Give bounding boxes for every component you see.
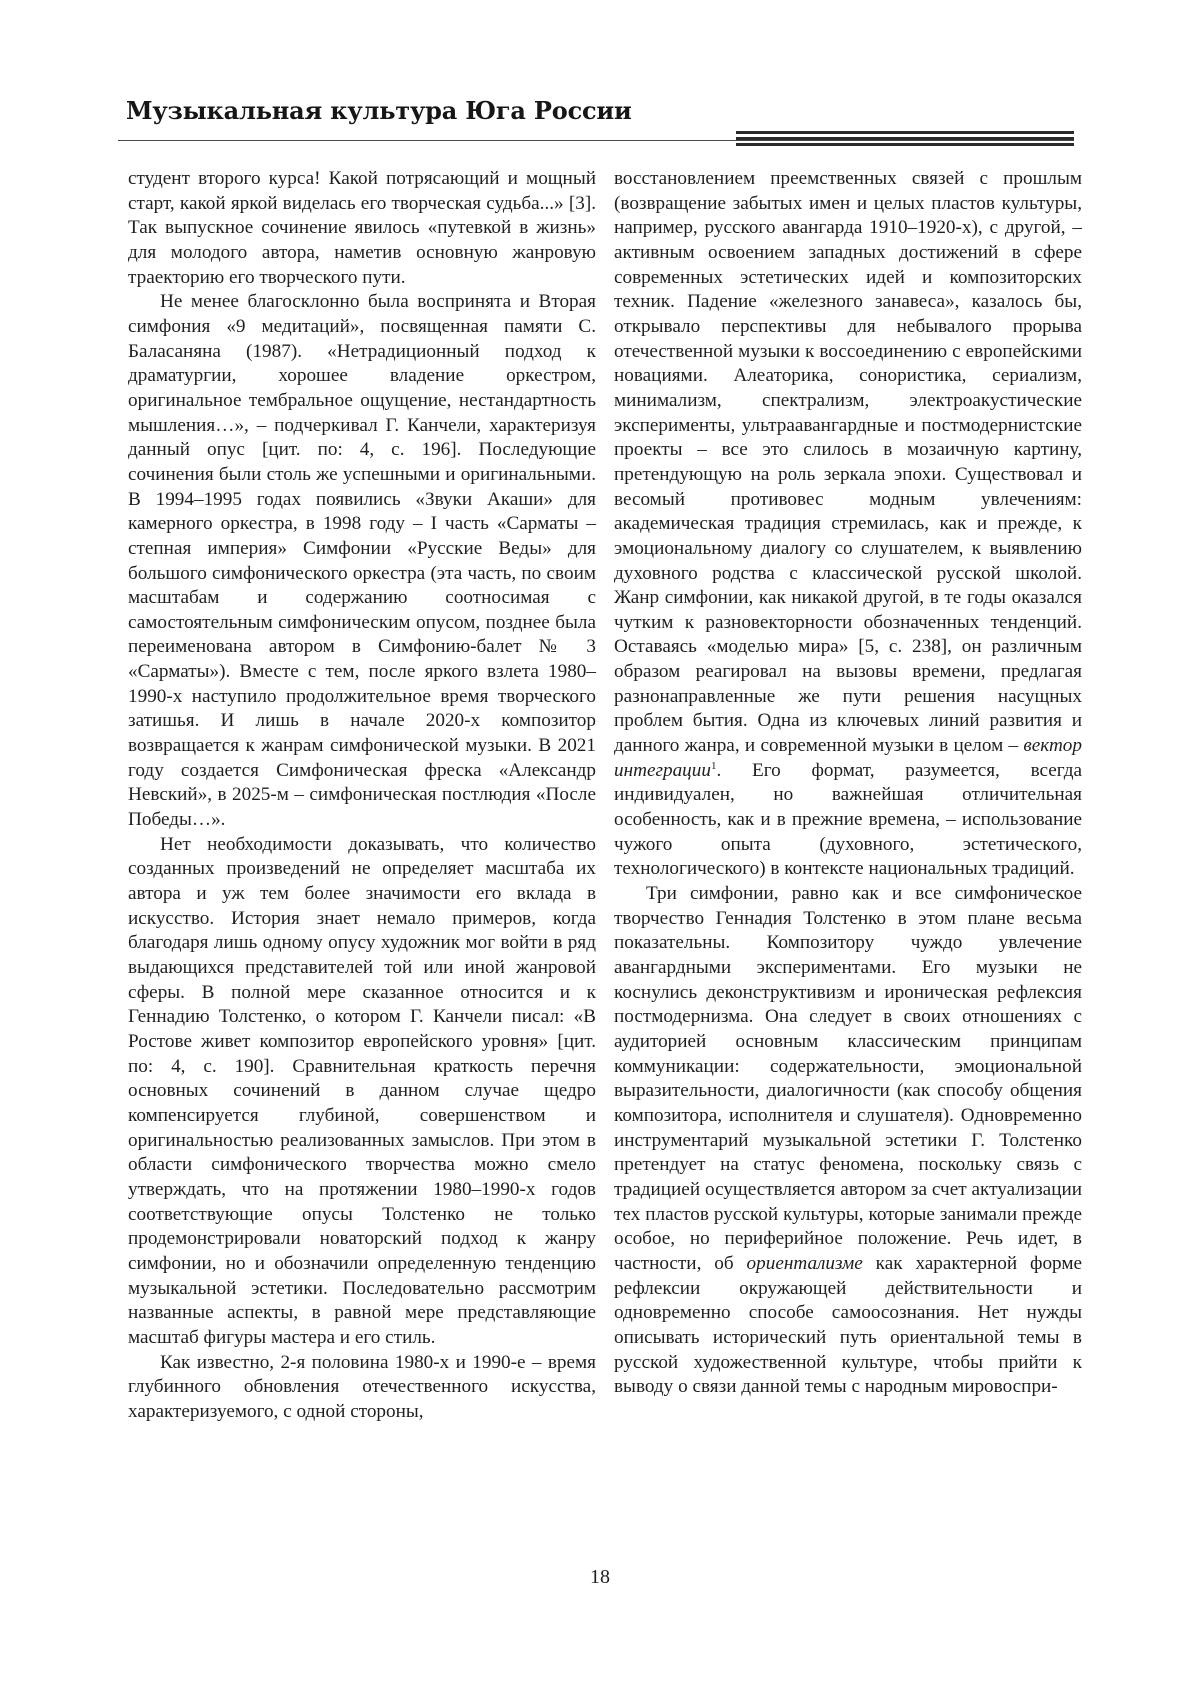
paragraph xyxy=(614,882,1082,1400)
left-column xyxy=(128,167,596,1424)
text-run: восстановлением преемственных связей с прошлым (возвращение забытых имен и целых пластов культуры, например, русского авангарда 1910–1920-х), с другой, – активным освоением западных достижений в сфере современных эстетических идей и композиторских техник. Падение «железного занавеса», казалось бы, открывало перспективы для небывалого прорыва отечественной музыки к воссоединению с европейскими новациями. Алеаторика, сонористика, сериализм, минимализм, спектрализм, электроакустические эксперименты, ультраавангардные и постмодернистские проекты – все это слилось в мозаичную картину, претендующую на роль зеркала эпохи. Существовал и весомый противовес модным увлечениям: академическая традиция стремилась, как и прежде, к эмоциональному диалогу со слушателем, к выявлению духовного родства с классической русской школой. Жанр симфонии, как никакой другой, в те годы оказался чутким к разновекторности обозначенных тенденций. Оставаясь «моделью мира» [5, с. 238], он различным образом реагировал на вызовы времени, предлагая разнонаправленные же пути решения насущных проблем бытия. Одна из ключевых линий развития и данного жанра, и современной музыки в целом – xyxy=(614,168,1082,757)
right-column xyxy=(614,167,1082,1400)
text-run: Три симфонии, равно как и все симфоническое творчество Геннадия Толстенко в этом плане весьма показательны. Композитору чуждо увлечение авангардными экспериментами. Его музыки не коснулись деконструктивизм и ироническая рефлексия постмодернизма. Она следует в своих отношениях с аудиторией основным классическим принципам коммуникации: содержательности, эмоциональной выразительности, диалогичности (как способу общения композитора, исполнителя и слушателя). Одновременно инструментарий музыкальной эстетики Г. Толстенко претендует на статус феномена, поскольку связь с традицией осуществляется автором за счет актуализации тех пластов русской культуры, которые занимали прежде особое, но периферийное положение. Речь идет, в частности, об xyxy=(614,883,1082,1274)
footnote-marker: 1 xyxy=(710,759,717,772)
header-rule-thick xyxy=(736,143,1074,146)
paragraph: Как известно, 2-я половина 1980-х и 1990-е – время глубинного обновления отечественного искусства, характеризуемого, с одной стороны, xyxy=(128,1351,596,1422)
text-run: как характерной форме рефлексии окружающей действительности и одновременно способе самоосознания. Нет нужды описывать исторический путь ориентальной темы в русской художественной культуре, чтобы прийти к выводу о связи данной темы с народным мировоспри- xyxy=(614,1252,1083,1398)
page-number: 18 xyxy=(590,1566,610,1588)
text-run: . Его формат, разумеется, всегда индивидуален, но важнейшая отличительная особенность, как и в прежние времена, – использование чужого опыта (духовного, эстетического, технологического) в контексте национальных традиций. xyxy=(614,759,1082,880)
paragraph: Нет необходимости доказывать, что количество созданных произведений не определяет масштаба их автора и уж тем более значимости его вклада в искусство. История знает немало примеров, когда благодаря лишь одному опусу художник мог войти в ряд выдающихся представителей той или иной жанровой сферы. В полной мере сказанное относится и к Геннадию Толстенко, о котором Г. Канчели писал: «В Ростове живет композитор европейского уровня» [цит. по: 4, с. 190]. Сравнительная краткость перечня основных сочинений в данном случае щедро компенсируется глубиной, совершенством и оригинальностью реализованных замыслов. При этом в области симфонического творчества можно смело утверждать, что на протяжении 1980–1990-х годов соответствующие опусы Толстенко не только продемонстрировали новаторский подход к жанру симфонии, но и обозначили определенную тенденцию музыкальной эстетики. Последовательно рассмотрим названные аспекты, в равной мере представляющие масштаб фигуры мастера и его стиль. xyxy=(128,833,596,1348)
header-rule-thin xyxy=(118,140,1074,141)
paragraph: студент второго курса! Какой потрясающий и мощный старт, какой яркой виделась его творческая судьба...» [3]. Так выпускное сочинение явилось «путевкой в жизнь» для молодого автора, наметив основную жанровую траекторию его творческого пути. xyxy=(128,168,596,288)
italic-term: вектор интеграции xyxy=(614,735,1082,781)
header-rule-thick xyxy=(736,137,1074,140)
paragraph: Не менее благосклонно была воспринята и Вторая симфония «9 медитаций», посвященная памяти С. Баласаняна (1987). «Нетрадиционный подход к драматургии, хорошее владение оркестром, оригинальное тембральное ощущение, нестандартность мышления…», – подчеркивал Г. Канчели, характеризуя данный опус [цит. по: 4, с. 196]. Последующие сочинения были столь же успешными и оригинальными. В 1994–1995 годах появились «Звуки Акаши» для камерного оркестра, в 1998 году – I часть «Сарматы – степная империя» Симфонии «Русские Веды» для большого симфонического оркестра (эта часть, по своим масштабам и содержанию соотносимая с самостоятельным симфоническим опусом, позднее была переименована автором в Симфонию-балет № 3 «Сарматы»). Вместе с тем, после яркого взлета 1980–1990-х наступило продолжительное время творческого затишья. И лишь в начале 2020-х композитор возвращается к жанрам симфонической музыки. В 2021 году создается Симфоническая фреска «Александр Невский», в 2025-м – симфоническая постлюдия «После Победы…». xyxy=(128,291,596,831)
paragraph xyxy=(614,167,1082,882)
italic-term: ориентализме xyxy=(746,1252,863,1274)
header-rule-thick xyxy=(736,131,1074,134)
journal-title: Музыкальная культура Юга России xyxy=(126,96,632,125)
